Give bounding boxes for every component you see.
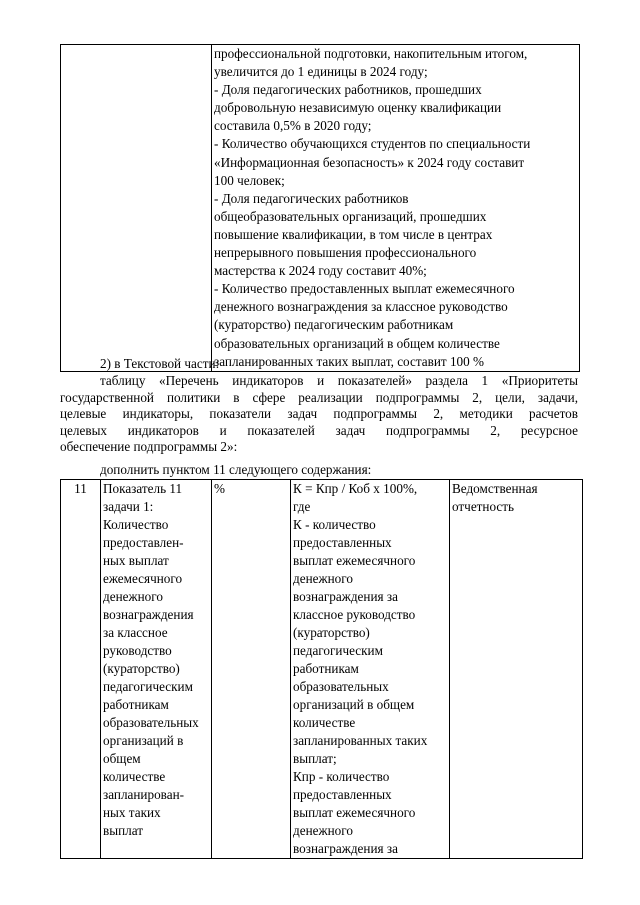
row-number: 11 — [61, 480, 101, 859]
paragraph-lines — [60, 373, 578, 439]
text-line: Показатель 11 — [103, 481, 183, 496]
text-line: выплат ежемесячного — [293, 805, 416, 820]
text-line: (кураторство) педагогическим работникам — [214, 317, 454, 333]
text-line: денежного — [103, 589, 163, 604]
text-line: предоставлен- — [103, 535, 184, 550]
text-line: количестве — [103, 769, 166, 784]
text-line: организаций в общем — [293, 697, 415, 712]
unit-cell: % — [212, 480, 291, 859]
text-line: работникам — [103, 697, 169, 712]
text-line: общем — [103, 751, 141, 766]
text-line: денежного — [293, 823, 353, 838]
text-line: ежемесячного — [103, 571, 183, 586]
paragraph-last-line: обеспечение подпрограммы 2»: — [60, 439, 238, 455]
indicator-name-cell — [101, 480, 212, 859]
text-line: отчетность — [452, 499, 515, 514]
text-line: Количество — [103, 517, 169, 532]
paragraph-line: таблицу «Перечень индикаторов и показателей» раздела 1 «Приоритеты — [100, 373, 578, 388]
text-line: «Информационная безопасность» к 2024 году составит — [214, 154, 525, 170]
text-line: (кураторство) — [103, 661, 180, 676]
text-line: где — [293, 499, 311, 514]
data-source-cell — [450, 480, 583, 859]
text-line: добровольную независимую оценку квалификации — [214, 100, 502, 116]
text-line: предоставленных — [293, 535, 392, 550]
text-line: вознаграждения за — [293, 841, 398, 856]
text-line: классное руководство — [293, 607, 416, 622]
text-line: денежного — [293, 571, 353, 586]
text-line: предоставленных — [293, 787, 392, 802]
table-row — [61, 480, 583, 859]
paragraph-line: целевые индикаторы, показатели задач подпрограммы 2, методики расчетов — [60, 406, 578, 422]
text-line: запланирован- — [103, 787, 185, 802]
text-line: работникам — [293, 661, 359, 676]
indicator-table — [60, 479, 583, 859]
text-line: - Доля педагогических работников — [214, 190, 409, 206]
text-line: вознаграждения — [103, 607, 194, 622]
text-line: составила 0,5% в 2020 году; — [214, 118, 372, 134]
text-line: вознаграждения за — [293, 589, 398, 604]
text-line: образовательных — [103, 715, 199, 730]
text-line: задачи 1: — [103, 499, 154, 514]
text-line: - Количество обучающихся студентов по специальности — [214, 136, 531, 152]
text-line: Ведомственная — [452, 481, 538, 496]
text-line: запланированных таких — [293, 733, 428, 748]
paragraph-line: целевых индикаторов и показателей задач подпрограммы 2, ресурсное — [60, 422, 578, 438]
calculation-method-cell — [291, 480, 450, 859]
text-line: денежного вознаграждения за классное руководство — [214, 299, 508, 315]
text-line: Кпр - количество — [293, 769, 390, 784]
text-line: выплат; — [293, 751, 337, 766]
table-row — [61, 45, 580, 372]
text-line: 100 человек; — [214, 172, 285, 188]
text-line: повышение квалификации, в том числе в центрах — [214, 226, 493, 242]
text-line: количестве — [293, 715, 356, 730]
text-line: - Количество предоставленных выплат ежемесячного — [214, 281, 515, 297]
text-line: руководство — [103, 643, 172, 658]
text-line: образовательных организаций в общем количестве — [214, 335, 500, 351]
text-line: выплат ежемесячного — [293, 553, 416, 568]
text-line: увеличится до 1 единицы в 2024 году; — [214, 64, 428, 80]
text-line: К - количество — [293, 517, 376, 532]
text-line: - Доля педагогических работников, прошедших — [214, 82, 482, 98]
continuation-table — [60, 44, 580, 372]
text-line: за классное — [103, 625, 168, 640]
text-line: запланированных таких выплат, составит 100 % — [214, 353, 485, 369]
text-line: ных таких — [103, 805, 161, 820]
indicators-cell — [212, 45, 580, 372]
text-line: (кураторство) — [293, 625, 370, 640]
paragraph-line: государственной политики в сфере реализации подпрограммы 2, цели, задачи, — [60, 389, 578, 405]
amendment-paragraph — [60, 373, 578, 456]
text-line: общеобразовательных организаций, прошедших — [214, 208, 487, 224]
text-line: организаций в — [103, 733, 184, 748]
text-line: выплат — [103, 823, 144, 838]
text-line: К = Кпр / Коб х 100%, — [293, 481, 418, 496]
text-line: профессиональной подготовки, накопительным итогом, — [214, 46, 528, 61]
text-line: образовательных — [293, 679, 389, 694]
text-line: мастерства к 2024 году составит 40%; — [214, 263, 427, 279]
empty-cell — [61, 45, 212, 372]
text-line: непрерывного повышения профессионального — [214, 245, 477, 261]
text-line: ных выплат — [103, 553, 169, 568]
text-line: педагогическим — [103, 679, 193, 694]
text-line: педагогическим — [293, 643, 383, 658]
item-2-heading: 2) в Текстовой части: — [100, 356, 220, 371]
supplement-line: дополнить пунктом 11 следующего содержания: — [100, 462, 372, 477]
